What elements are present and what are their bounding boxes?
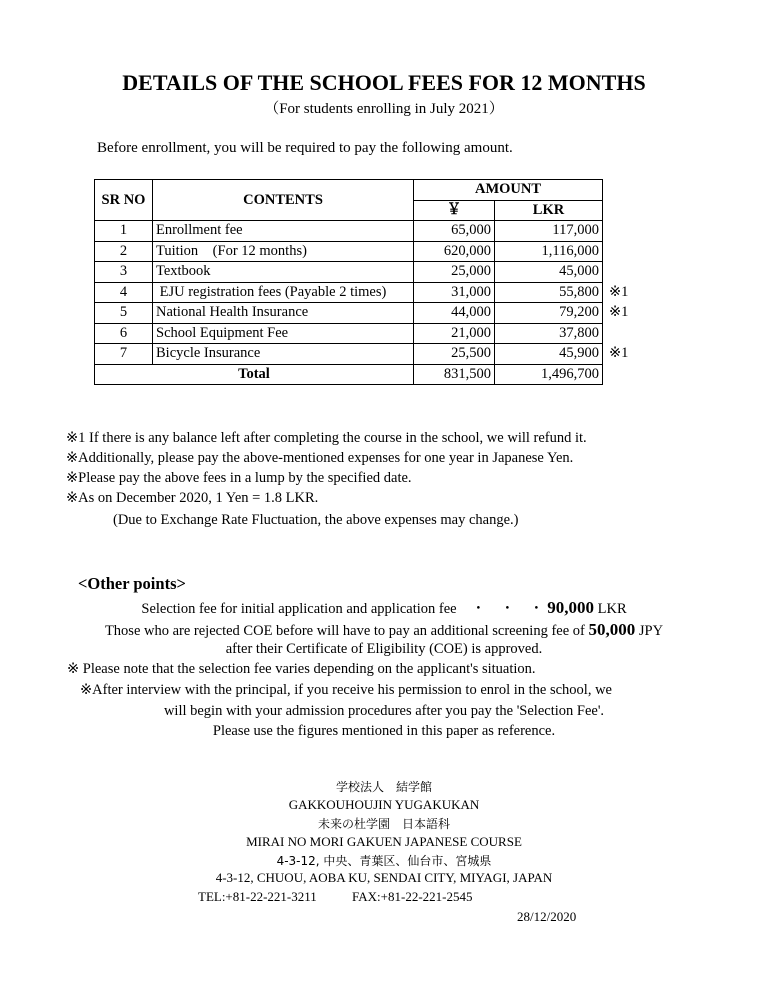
interview-note-line2: will begin with your admission procedures after you pay the 'Selection Fee'. (163, 703, 605, 719)
other-points-heading: <Other points> (78, 574, 186, 593)
table-row (95, 262, 653, 283)
row-sr: 2 (95, 241, 153, 262)
row-yen: 21,000 (414, 323, 495, 344)
row-yen: 620,000 (414, 241, 495, 262)
coe-fee-unit: JPY (638, 623, 664, 639)
row-mark (603, 262, 653, 283)
row-mark (603, 323, 653, 344)
page-subtitle: （For students enrolling in July 2021） (264, 101, 504, 117)
refund-note: ※1 If there is any balance left after completing the course in the school, we will refund it. (66, 430, 587, 446)
school-name: MIRAI NO MORI GAKUEN JAPANESE COURSE (246, 834, 522, 849)
row-lkr: 45,000 (495, 262, 603, 283)
row-sr: 5 (95, 303, 153, 324)
coe-approved-line: after their Certificate of Eligibility (COE) is approved. (225, 641, 543, 657)
document-date: 28/12/2020 (517, 909, 577, 924)
currency-note: ※Additionally, please pay the above-mentioned expenses for one year in Japanese Yen. (66, 450, 574, 466)
row-mark (603, 241, 653, 262)
table-row (95, 303, 653, 324)
header-sr-no: SR NO (95, 180, 153, 221)
row-lkr: 55,800 (495, 282, 603, 303)
row-yen: 44,000 (414, 303, 495, 324)
header-contents: CONTENTS (153, 180, 414, 221)
address: 4-3-12, CHUOU, AOBA KU, SENDAI CITY, MIYAGI, JAPAN (215, 870, 553, 885)
row-lkr: 37,800 (495, 323, 603, 344)
row-contents: School Equipment Fee (153, 323, 414, 344)
address-jp: 4-3-12, 中央、青葉区、仙台市、宮城県 (276, 854, 492, 868)
coe-fee-line (0, 620, 768, 640)
table-row (95, 323, 653, 344)
row-lkr: 45,900 (495, 344, 603, 365)
fluctuation-note: (Due to Exchange Rate Fluctuation, the above expenses may change.) (113, 512, 519, 528)
row-lkr: 1,116,000 (495, 241, 603, 262)
row-yen: 65,000 (414, 221, 495, 242)
exchange-rate-note: ※As on December 2020, 1 Yen = 1.8 LKR. (66, 490, 319, 506)
row-lkr: 79,200 (495, 303, 603, 324)
total-yen: 831,500 (414, 364, 495, 385)
fax-number: FAX:+81-22-221-2545 (352, 889, 473, 904)
row-lkr: 117,000 (495, 221, 603, 242)
row-sr: 6 (95, 323, 153, 344)
selection-fee-text: Selection fee for initial application and application fee ・ ・ ・ (141, 601, 544, 617)
header-lkr: LKR (495, 200, 603, 221)
row-contents: Textbook (153, 262, 414, 283)
interview-note-line1: ※After interview with the principal, if you receive his permission to enrol in the school, we (80, 682, 612, 698)
reference-note: Please use the figures mentioned in this paper as reference. (212, 723, 556, 739)
school-corp-name-jp: 学校法人 結学館 (335, 780, 432, 794)
table-row (95, 344, 653, 365)
coe-fee-amount: 50,000 (588, 620, 636, 639)
total-lkr: 1,496,700 (495, 364, 603, 385)
row-sr: 1 (95, 221, 153, 242)
row-mark: ※1 (609, 345, 629, 362)
row-mark: ※1 (609, 304, 629, 321)
phone-number: TEL:+81-22-221-3211 (198, 889, 317, 904)
row-yen: 31,000 (414, 282, 495, 303)
page-title: DETAILS OF THE SCHOOL FEES FOR 12 MONTHS (122, 70, 646, 95)
row-sr: 7 (95, 344, 153, 365)
row-sr: 3 (95, 262, 153, 283)
row-contents: Tuition (For 12 months) (153, 241, 414, 262)
fees-table (94, 179, 653, 385)
row-contents: Enrollment fee (153, 221, 414, 242)
coe-fee-text: Those who are rejected COE before will have to pay an additional screening fee of (104, 623, 585, 639)
row-mark: ※1 (609, 283, 629, 300)
table-row (95, 282, 653, 303)
row-mark (603, 221, 653, 242)
table-row (95, 221, 653, 242)
total-label: Total (95, 364, 414, 385)
intro-text: Before enrollment, you will be required to pay the following amount. (97, 140, 513, 156)
row-contents: Bicycle Insurance (153, 344, 414, 365)
row-yen: 25,500 (414, 344, 495, 365)
row-contents: EJU registration fees (Payable 2 times) (153, 282, 414, 303)
selection-fee-amount: 90,000 (547, 598, 594, 617)
selection-fee-unit: LKR (597, 601, 627, 617)
row-yen: 25,000 (414, 262, 495, 283)
row-sr: 4 (95, 282, 153, 303)
total-row (95, 364, 653, 385)
selection-fee-varies-note: ※ Please note that the selection fee varies depending on the applicant's situation. (67, 661, 536, 677)
school-name-jp: 未来の杜学園 日本語科 (317, 817, 450, 831)
lump-sum-note: ※Please pay the above fees in a lump by the specified date. (66, 470, 412, 486)
table-row (95, 241, 653, 262)
selection-fee-line (0, 597, 768, 618)
row-contents: National Health Insurance (153, 303, 414, 324)
header-amount: AMOUNT (414, 180, 603, 201)
school-corp-name: GAKKOUHOUJIN YUGAKUKAN (288, 797, 480, 812)
header-yen: ￥ (414, 200, 495, 221)
